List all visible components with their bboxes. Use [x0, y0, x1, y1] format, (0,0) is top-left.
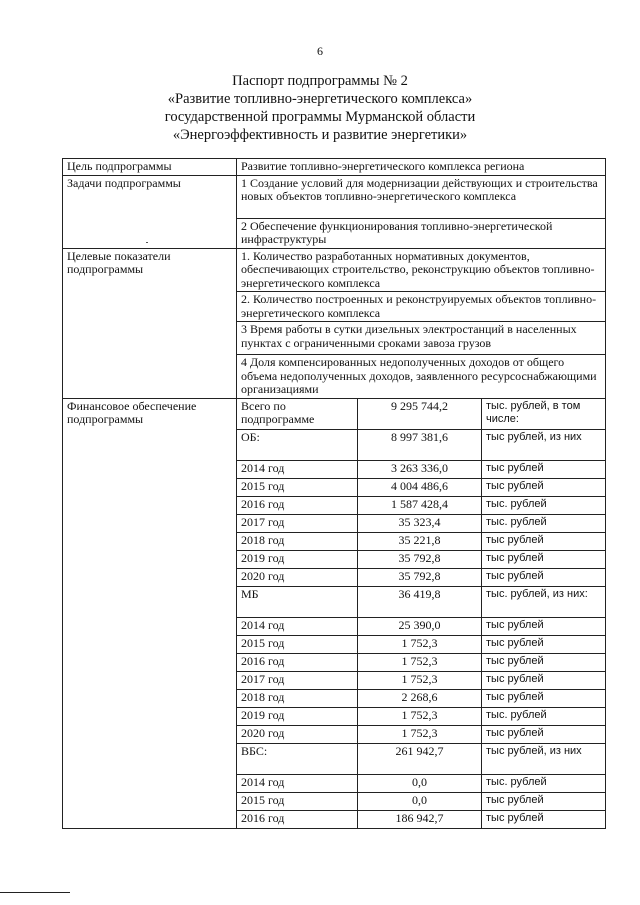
finance-row-name: 2015 год — [237, 478, 358, 496]
finance-row-unit: тыс рублей — [482, 671, 606, 689]
tasks-label: Задачи подпрограммы — [63, 175, 237, 248]
finance-row-name: 2020 год — [237, 568, 358, 586]
finance-row-name: 2014 год — [237, 774, 358, 792]
indicator-item-2: 2. Количество построенных и реконструируемых объектов топливно-энергетического комплекса — [237, 292, 606, 322]
finance-row-unit: тыс рублей — [482, 792, 606, 810]
finance-row-unit: тыс рублей — [482, 810, 606, 828]
finance-row-unit: тыс рублей — [482, 532, 606, 550]
finance-row-value: 35 221,8 — [358, 532, 482, 550]
finance-row-name: 2014 год — [237, 460, 358, 478]
finance-row-name: 2019 год — [237, 550, 358, 568]
goal-value: Развитие топливно-энергетического комплекса региона — [237, 159, 606, 176]
finance-row-unit: тыс рублей — [482, 725, 606, 743]
passport-table — [62, 158, 606, 829]
finance-row-name: Всего по подпрограмме — [237, 398, 358, 429]
finance-row-unit: тыс. рублей — [482, 707, 606, 725]
finance-row-value: 1 752,3 — [358, 725, 482, 743]
finance-row-name: 2015 год — [237, 792, 358, 810]
finance-row-name: 2016 год — [237, 810, 358, 828]
indicator-item-1: 1. Количество разработанных нормативных документов, обеспечивающих строительство, реконструкцию объектов топливно-энергетического комплекса — [237, 248, 606, 292]
finance-row-value: 36 419,8 — [358, 586, 482, 617]
finance-row-value: 4 004 486,6 — [358, 478, 482, 496]
task-item-1: 1 Создание условий для модернизации действующих и строительства новых объектов топливно-энергетического комплекса — [237, 175, 606, 218]
finance-row-name: ОБ: — [237, 429, 358, 460]
page-number: 6 — [317, 44, 323, 58]
finance-row-unit: тыс рублей — [482, 568, 606, 586]
finance-row-value: 2 268,6 — [358, 689, 482, 707]
finance-row-value: 1 587 428,4 — [358, 496, 482, 514]
finance-row-unit: тыс. рублей, из них: — [482, 586, 606, 617]
task-item-2: 2 Обеспечение функционирования топливно-энергетической инфраструктуры — [237, 218, 606, 248]
finance-row-value: 9 295 744,2 — [358, 398, 482, 429]
title-line-3: государственной программы Мурманской области — [164, 109, 476, 125]
finance-row-value: 35 792,8 — [358, 568, 482, 586]
indicators-label: Целевые показатели подпрограммы — [63, 248, 237, 398]
title-line-1: Паспорт подпрограммы № 2 — [232, 73, 408, 89]
finance-row-unit: тыс рублей — [482, 478, 606, 496]
finance-row-name: ВБС: — [237, 743, 358, 774]
finance-row-name: 2015 год — [237, 635, 358, 653]
finance-row-value: 8 997 381,6 — [358, 429, 482, 460]
finance-row-name: 2018 год — [237, 532, 358, 550]
finance-row-unit: тыс рублей — [482, 550, 606, 568]
indicators-row — [63, 248, 606, 292]
finance-row-name: 2017 год — [237, 671, 358, 689]
finance-row-name: 2020 год — [237, 725, 358, 743]
finance-row-value: 25 390,0 — [358, 617, 482, 635]
finance-row-value: 3 263 336,0 — [358, 460, 482, 478]
finance-row-unit: тыс рублей, из них — [482, 743, 606, 774]
finance-row-value: 186 942,7 — [358, 810, 482, 828]
finance-row-value: 0,0 — [358, 774, 482, 792]
goal-label: Цель подпрограммы — [63, 159, 237, 176]
finance-row-unit: тыс. рублей — [482, 774, 606, 792]
finance-row-unit: тыс рублей — [482, 653, 606, 671]
goal-row — [63, 159, 606, 176]
finance-row-value: 0,0 — [358, 792, 482, 810]
finance-row-value: 35 323,4 — [358, 514, 482, 532]
finance-row-unit: тыс рублей — [482, 460, 606, 478]
finance-row-value: 1 752,3 — [358, 707, 482, 725]
title-line-4: «Энергоэффективность и развитие энергетики» — [172, 127, 468, 143]
finance-row-name: 2019 год — [237, 707, 358, 725]
finance-row-name: МБ — [237, 586, 358, 617]
finance-row-value: 261 942,7 — [358, 743, 482, 774]
finance-row-name: 2018 год — [237, 689, 358, 707]
title-line-2: «Развитие топливно-энергетического комплекса» — [167, 91, 473, 107]
finance-row-name: 2016 год — [237, 496, 358, 514]
finance-row-unit: тыс рублей — [482, 689, 606, 707]
finance-row-value: 1 752,3 — [358, 671, 482, 689]
indicator-item-3: 3 Время работы в сутки дизельных электростанций в населенных пунктах с ограниченными сроками завоза грузов — [237, 322, 606, 355]
tasks-row — [63, 175, 606, 218]
document-title — [0, 72, 640, 144]
finance-row-name: 2017 год — [237, 514, 358, 532]
indicator-item-4: 4 Доля компенсированных недополученных доходов от общего объема недополученных доходов, заявленного ресурсоснабжающими организациями — [237, 355, 606, 399]
finance-row-unit: тыс рублей, из них — [482, 429, 606, 460]
finance-row-unit: тыс рублей — [482, 617, 606, 635]
finance-label: Финансовое обеспечение подпрограммы — [63, 398, 237, 828]
finance-row-value: 35 792,8 — [358, 550, 482, 568]
finance-row-unit: тыс рублей — [482, 635, 606, 653]
finance-row-unit: тыс. рублей — [482, 514, 606, 532]
scan-edge-line — [0, 892, 70, 893]
finance-row-value: 1 752,3 — [358, 635, 482, 653]
finance-row-name: 2014 год — [237, 617, 358, 635]
finance-row-name: 2016 год — [237, 653, 358, 671]
finance-row-unit: тыс. рублей — [482, 496, 606, 514]
finance-row-unit: тыс. рублей, в том числе: — [482, 398, 606, 429]
finance-row — [63, 398, 606, 429]
finance-row-value: 1 752,3 — [358, 653, 482, 671]
